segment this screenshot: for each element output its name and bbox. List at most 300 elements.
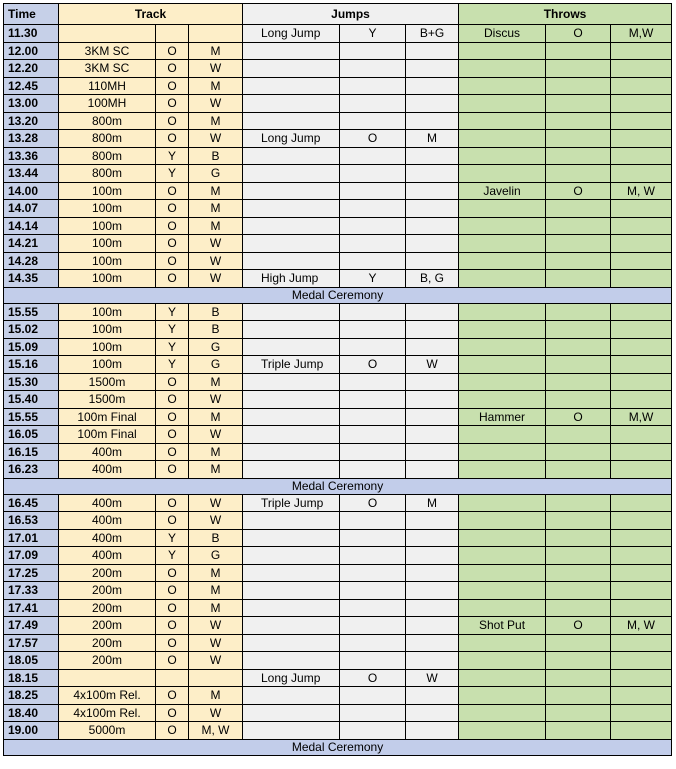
track-event-cell: 800m bbox=[59, 147, 156, 165]
schedule-row bbox=[4, 722, 672, 740]
throws-gender-cell bbox=[611, 270, 672, 288]
jumps-gender-cell bbox=[406, 77, 459, 95]
track-gender-cell: W bbox=[189, 512, 243, 530]
track-gender-cell: W bbox=[189, 617, 243, 635]
jumps-age-cell: O bbox=[340, 356, 406, 374]
jumps-gender-cell bbox=[406, 42, 459, 60]
schedule-row bbox=[4, 687, 672, 705]
jumps-age-cell: O bbox=[340, 130, 406, 148]
throws-age-cell bbox=[546, 494, 611, 512]
track-gender-cell: M bbox=[189, 182, 243, 200]
track-age-cell: Y bbox=[156, 356, 189, 374]
throws-gender-cell bbox=[611, 165, 672, 183]
throws-gender-cell bbox=[611, 60, 672, 78]
track-gender-cell: W bbox=[189, 252, 243, 270]
schedule-row bbox=[4, 303, 672, 321]
jumps-age-cell bbox=[340, 321, 406, 339]
throws-age-cell bbox=[546, 321, 611, 339]
throws-age-cell bbox=[546, 235, 611, 253]
jumps-gender-cell bbox=[406, 182, 459, 200]
throws-age-cell: O bbox=[546, 617, 611, 635]
track-event-cell: 100m bbox=[59, 252, 156, 270]
track-gender-cell: B bbox=[189, 529, 243, 547]
track-event-cell: 3KM SC bbox=[59, 60, 156, 78]
jumps-gender-cell: B+G bbox=[406, 25, 459, 43]
throws-gender-cell bbox=[611, 95, 672, 113]
throws-event-cell bbox=[459, 669, 546, 687]
schedule-row bbox=[4, 270, 672, 288]
time-cell: 14.07 bbox=[4, 200, 59, 218]
throws-age-cell bbox=[546, 652, 611, 670]
throws-event-cell bbox=[459, 494, 546, 512]
jumps-event-cell bbox=[243, 391, 340, 409]
throws-event-cell bbox=[459, 512, 546, 530]
track-event-cell: 200m bbox=[59, 564, 156, 582]
track-gender-cell: M bbox=[189, 599, 243, 617]
track-event-cell: 100m bbox=[59, 356, 156, 374]
throws-gender-cell bbox=[611, 634, 672, 652]
throws-event-cell bbox=[459, 373, 546, 391]
jumps-age-cell bbox=[340, 217, 406, 235]
track-event-cell: 400m bbox=[59, 547, 156, 565]
schedule-row bbox=[4, 60, 672, 78]
jumps-age-cell bbox=[340, 112, 406, 130]
track-age-cell: O bbox=[156, 182, 189, 200]
time-cell: 14.35 bbox=[4, 270, 59, 288]
track-age-cell: O bbox=[156, 408, 189, 426]
time-cell: 14.14 bbox=[4, 217, 59, 235]
jumps-age-cell bbox=[340, 547, 406, 565]
jumps-age-cell bbox=[340, 303, 406, 321]
time-cell: 17.33 bbox=[4, 582, 59, 600]
time-cell: 16.05 bbox=[4, 426, 59, 444]
throws-age-cell bbox=[546, 547, 611, 565]
jumps-event-cell bbox=[243, 77, 340, 95]
jumps-gender-cell bbox=[406, 408, 459, 426]
jumps-event-cell bbox=[243, 461, 340, 479]
jumps-event-cell bbox=[243, 95, 340, 113]
jumps-gender-cell bbox=[406, 634, 459, 652]
track-event-cell: 800m bbox=[59, 130, 156, 148]
time-cell: 13.28 bbox=[4, 130, 59, 148]
throws-age-cell: O bbox=[546, 25, 611, 43]
throws-event-cell: Javelin bbox=[459, 182, 546, 200]
throws-age-cell bbox=[546, 599, 611, 617]
throws-event-cell bbox=[459, 582, 546, 600]
schedule-row bbox=[4, 321, 672, 339]
throws-age-cell bbox=[546, 443, 611, 461]
throws-event-cell bbox=[459, 77, 546, 95]
throws-gender-cell bbox=[611, 356, 672, 374]
schedule-row bbox=[4, 529, 672, 547]
throws-event-cell bbox=[459, 391, 546, 409]
throws-event-cell bbox=[459, 356, 546, 374]
track-gender-cell: M bbox=[189, 443, 243, 461]
throws-event-cell bbox=[459, 529, 546, 547]
track-gender-cell: B bbox=[189, 321, 243, 339]
track-age-cell: Y bbox=[156, 338, 189, 356]
throws-event-cell bbox=[459, 303, 546, 321]
time-cell: 13.00 bbox=[4, 95, 59, 113]
throws-age-cell bbox=[546, 200, 611, 218]
time-cell: 17.49 bbox=[4, 617, 59, 635]
track-event-cell: 100m bbox=[59, 270, 156, 288]
throws-gender-cell: M,W bbox=[611, 25, 672, 43]
jumps-age-cell bbox=[340, 652, 406, 670]
jumps-event-cell bbox=[243, 147, 340, 165]
jumps-event-cell bbox=[243, 217, 340, 235]
track-event-cell: 400m bbox=[59, 529, 156, 547]
throws-event-cell bbox=[459, 270, 546, 288]
throws-event-cell: Shot Put bbox=[459, 617, 546, 635]
schedule-row bbox=[4, 165, 672, 183]
track-event-cell: 200m bbox=[59, 617, 156, 635]
track-age-cell: Y bbox=[156, 547, 189, 565]
schedule-row bbox=[4, 461, 672, 479]
schedule-body bbox=[4, 4, 672, 756]
throws-age-cell bbox=[546, 564, 611, 582]
track-gender-cell: W bbox=[189, 494, 243, 512]
track-gender-cell: M bbox=[189, 687, 243, 705]
track-age-cell: O bbox=[156, 235, 189, 253]
jumps-event-cell bbox=[243, 512, 340, 530]
time-cell: 18.05 bbox=[4, 652, 59, 670]
jumps-event-cell bbox=[243, 338, 340, 356]
throws-age-cell bbox=[546, 147, 611, 165]
jumps-age-cell bbox=[340, 634, 406, 652]
throws-age-cell bbox=[546, 391, 611, 409]
jumps-event-cell bbox=[243, 547, 340, 565]
track-age-cell: O bbox=[156, 652, 189, 670]
jumps-event-cell bbox=[243, 200, 340, 218]
throws-age-cell bbox=[546, 270, 611, 288]
schedule bbox=[3, 3, 672, 756]
jumps-age-cell bbox=[340, 564, 406, 582]
time-cell: 15.55 bbox=[4, 408, 59, 426]
time-cell: 15.30 bbox=[4, 373, 59, 391]
schedule-row bbox=[4, 147, 672, 165]
jumps-age-cell: Y bbox=[340, 25, 406, 43]
jumps-age-cell: O bbox=[340, 669, 406, 687]
track-age-cell: O bbox=[156, 564, 189, 582]
throws-event-cell bbox=[459, 42, 546, 60]
track-event-cell: 800m bbox=[59, 165, 156, 183]
throws-age-cell bbox=[546, 722, 611, 740]
schedule-row bbox=[4, 356, 672, 374]
schedule-row bbox=[4, 77, 672, 95]
throws-age-cell bbox=[546, 338, 611, 356]
schedule-row bbox=[4, 95, 672, 113]
schedule-row bbox=[4, 582, 672, 600]
time-cell: 14.21 bbox=[4, 235, 59, 253]
throws-gender-cell bbox=[611, 461, 672, 479]
track-age-cell: O bbox=[156, 599, 189, 617]
track-event-cell bbox=[59, 25, 156, 43]
track-age-cell: O bbox=[156, 494, 189, 512]
track-event-cell: 200m bbox=[59, 582, 156, 600]
jumps-event-cell bbox=[243, 564, 340, 582]
jumps-event-cell bbox=[243, 582, 340, 600]
throws-age-cell bbox=[546, 112, 611, 130]
jumps-gender-cell bbox=[406, 338, 459, 356]
track-age-cell: O bbox=[156, 373, 189, 391]
jumps-age-cell bbox=[340, 77, 406, 95]
jumps-event-cell bbox=[243, 722, 340, 740]
track-event-cell: 400m bbox=[59, 494, 156, 512]
throws-gender-cell: M,W bbox=[611, 408, 672, 426]
schedule-row bbox=[4, 617, 672, 635]
jumps-event-cell: Long Jump bbox=[243, 25, 340, 43]
time-cell: 16.45 bbox=[4, 494, 59, 512]
throws-event-cell bbox=[459, 443, 546, 461]
track-age-cell: O bbox=[156, 77, 189, 95]
throws-age-cell bbox=[546, 634, 611, 652]
jumps-age-cell bbox=[340, 182, 406, 200]
throws-event-cell bbox=[459, 235, 546, 253]
track-age-cell bbox=[156, 669, 189, 687]
track-gender-cell: G bbox=[189, 356, 243, 374]
jumps-age-cell bbox=[340, 704, 406, 722]
time-cell: 15.40 bbox=[4, 391, 59, 409]
track-event-cell: 100m bbox=[59, 338, 156, 356]
jumps-event-cell bbox=[243, 60, 340, 78]
jumps-gender-cell bbox=[406, 200, 459, 218]
jumps-event-cell bbox=[243, 42, 340, 60]
track-age-cell: O bbox=[156, 42, 189, 60]
throws-gender-cell bbox=[611, 338, 672, 356]
jumps-age-cell bbox=[340, 617, 406, 635]
track-gender-cell: M bbox=[189, 42, 243, 60]
jumps-age-cell bbox=[340, 443, 406, 461]
jumps-gender-cell bbox=[406, 235, 459, 253]
throws-event-cell bbox=[459, 147, 546, 165]
medal-ceremony-label: Medal Ceremony bbox=[4, 478, 672, 494]
throws-age-cell bbox=[546, 426, 611, 444]
track-age-cell: Y bbox=[156, 147, 189, 165]
jumps-gender-cell bbox=[406, 461, 459, 479]
track-age-cell: O bbox=[156, 722, 189, 740]
time-cell: 12.00 bbox=[4, 42, 59, 60]
throws-gender-cell bbox=[611, 303, 672, 321]
track-gender-cell: W bbox=[189, 634, 243, 652]
jumps-age-cell bbox=[340, 512, 406, 530]
schedule-row bbox=[4, 338, 672, 356]
track-event-cell: 1500m bbox=[59, 391, 156, 409]
throws-event-cell bbox=[459, 60, 546, 78]
schedule-row bbox=[4, 200, 672, 218]
throws-event-cell: Hammer bbox=[459, 408, 546, 426]
jumps-event-cell bbox=[243, 373, 340, 391]
track-age-cell: Y bbox=[156, 529, 189, 547]
track-age-cell: O bbox=[156, 217, 189, 235]
schedule-row bbox=[4, 252, 672, 270]
throws-gender-cell bbox=[611, 252, 672, 270]
track-event-cell: 100m bbox=[59, 303, 156, 321]
track-event-cell: 110MH bbox=[59, 77, 156, 95]
time-cell: 17.57 bbox=[4, 634, 59, 652]
track-gender-cell bbox=[189, 25, 243, 43]
schedule-row bbox=[4, 373, 672, 391]
time-cell: 18.25 bbox=[4, 687, 59, 705]
throws-event-cell bbox=[459, 426, 546, 444]
throws-gender-cell: M, W bbox=[611, 182, 672, 200]
jumps-gender-cell bbox=[406, 303, 459, 321]
throws-event-cell bbox=[459, 321, 546, 339]
jumps-event-cell bbox=[243, 252, 340, 270]
track-gender-cell: B bbox=[189, 303, 243, 321]
track-age-cell: O bbox=[156, 391, 189, 409]
track-age-cell: O bbox=[156, 634, 189, 652]
throws-age-cell bbox=[546, 687, 611, 705]
jumps-event-cell bbox=[243, 303, 340, 321]
track-gender-cell: M bbox=[189, 373, 243, 391]
track-event-cell: 400m bbox=[59, 443, 156, 461]
track-gender-cell bbox=[189, 669, 243, 687]
track-event-cell: 5000m bbox=[59, 722, 156, 740]
throws-age-cell bbox=[546, 130, 611, 148]
jumps-gender-cell bbox=[406, 391, 459, 409]
track-age-cell: O bbox=[156, 582, 189, 600]
schedule-row bbox=[4, 599, 672, 617]
jumps-gender-cell bbox=[406, 147, 459, 165]
jumps-age-cell bbox=[340, 42, 406, 60]
throws-age-cell bbox=[546, 669, 611, 687]
time-cell: 13.44 bbox=[4, 165, 59, 183]
jumps-event-cell bbox=[243, 182, 340, 200]
throws-gender-cell bbox=[611, 652, 672, 670]
track-event-cell: 100m Final bbox=[59, 408, 156, 426]
throws-gender-cell bbox=[611, 443, 672, 461]
jumps-gender-cell bbox=[406, 252, 459, 270]
jumps-age-cell bbox=[340, 235, 406, 253]
jumps-event-cell bbox=[243, 704, 340, 722]
throws-gender-cell bbox=[611, 687, 672, 705]
throws-gender-cell bbox=[611, 704, 672, 722]
jumps-event-cell bbox=[243, 426, 340, 444]
track-event-cell: 400m bbox=[59, 461, 156, 479]
schedule-row bbox=[4, 408, 672, 426]
medal-ceremony-label: Medal Ceremony bbox=[4, 739, 672, 755]
track-age-cell: Y bbox=[156, 165, 189, 183]
throws-age-cell bbox=[546, 512, 611, 530]
time-cell: 14.00 bbox=[4, 182, 59, 200]
throws-event-cell bbox=[459, 252, 546, 270]
schedule-row bbox=[4, 564, 672, 582]
track-event-cell: 200m bbox=[59, 599, 156, 617]
track-event-cell: 100m bbox=[59, 182, 156, 200]
schedule-row bbox=[4, 130, 672, 148]
track-gender-cell: W bbox=[189, 235, 243, 253]
track-gender-cell: G bbox=[189, 338, 243, 356]
throws-event-cell bbox=[459, 112, 546, 130]
throws-gender-cell bbox=[611, 494, 672, 512]
track-age-cell: O bbox=[156, 200, 189, 218]
track-gender-cell: W bbox=[189, 704, 243, 722]
throws-event-cell bbox=[459, 704, 546, 722]
schedule-row bbox=[4, 512, 672, 530]
track-gender-cell: M bbox=[189, 564, 243, 582]
header-row bbox=[4, 4, 672, 25]
throws-gender-cell bbox=[611, 529, 672, 547]
jumps-event-cell bbox=[243, 529, 340, 547]
jumps-event-cell bbox=[243, 599, 340, 617]
schedule-table bbox=[3, 3, 672, 756]
jumps-gender-cell bbox=[406, 529, 459, 547]
jumps-age-cell bbox=[340, 687, 406, 705]
throws-event-cell bbox=[459, 130, 546, 148]
track-age-cell: O bbox=[156, 426, 189, 444]
medal-ceremony-row bbox=[4, 287, 672, 303]
throws-gender-cell bbox=[611, 722, 672, 740]
time-cell: 18.15 bbox=[4, 669, 59, 687]
throws-age-cell bbox=[546, 60, 611, 78]
throws-gender-cell bbox=[611, 217, 672, 235]
track-gender-cell: W bbox=[189, 95, 243, 113]
schedule-row bbox=[4, 217, 672, 235]
medal-ceremony-row bbox=[4, 478, 672, 494]
schedule-row bbox=[4, 426, 672, 444]
throws-gender-cell bbox=[611, 373, 672, 391]
jumps-gender-cell bbox=[406, 687, 459, 705]
throws-gender-cell bbox=[611, 235, 672, 253]
time-cell: 12.45 bbox=[4, 77, 59, 95]
jumps-gender-cell: M bbox=[406, 130, 459, 148]
time-cell: 16.15 bbox=[4, 443, 59, 461]
time-cell: 16.53 bbox=[4, 512, 59, 530]
track-event-cell: 200m bbox=[59, 652, 156, 670]
throws-event-cell bbox=[459, 547, 546, 565]
track-gender-cell: M bbox=[189, 217, 243, 235]
throws-event-cell bbox=[459, 217, 546, 235]
throws-event-cell bbox=[459, 165, 546, 183]
jumps-event-cell bbox=[243, 321, 340, 339]
jumps-age-cell bbox=[340, 147, 406, 165]
throws-gender-cell bbox=[611, 669, 672, 687]
medal-ceremony-label: Medal Ceremony bbox=[4, 287, 672, 303]
track-event-cell: 100m bbox=[59, 321, 156, 339]
track-event-cell: 3KM SC bbox=[59, 42, 156, 60]
jumps-event-cell bbox=[243, 634, 340, 652]
time-cell: 15.09 bbox=[4, 338, 59, 356]
jumps-gender-cell: W bbox=[406, 356, 459, 374]
throws-gender-cell: M, W bbox=[611, 617, 672, 635]
throws-age-cell bbox=[546, 582, 611, 600]
jumps-gender-cell bbox=[406, 652, 459, 670]
throws-gender-cell bbox=[611, 77, 672, 95]
jumps-event-cell bbox=[243, 443, 340, 461]
jumps-age-cell bbox=[340, 338, 406, 356]
throws-event-cell bbox=[459, 95, 546, 113]
throws-gender-cell bbox=[611, 582, 672, 600]
track-age-cell: O bbox=[156, 687, 189, 705]
track-age-cell: Y bbox=[156, 303, 189, 321]
time-cell: 16.23 bbox=[4, 461, 59, 479]
track-gender-cell: W bbox=[189, 60, 243, 78]
schedule-row bbox=[4, 494, 672, 512]
schedule-row bbox=[4, 652, 672, 670]
track-age-cell: O bbox=[156, 270, 189, 288]
jumps-gender-cell bbox=[406, 599, 459, 617]
jumps-age-cell bbox=[340, 408, 406, 426]
jumps-gender-cell bbox=[406, 547, 459, 565]
schedule-row bbox=[4, 391, 672, 409]
schedule-row bbox=[4, 669, 672, 687]
track-event-cell: 100m bbox=[59, 217, 156, 235]
throws-gender-cell bbox=[611, 42, 672, 60]
jumps-gender-cell bbox=[406, 564, 459, 582]
jumps-age-cell bbox=[340, 200, 406, 218]
time-cell: 17.09 bbox=[4, 547, 59, 565]
